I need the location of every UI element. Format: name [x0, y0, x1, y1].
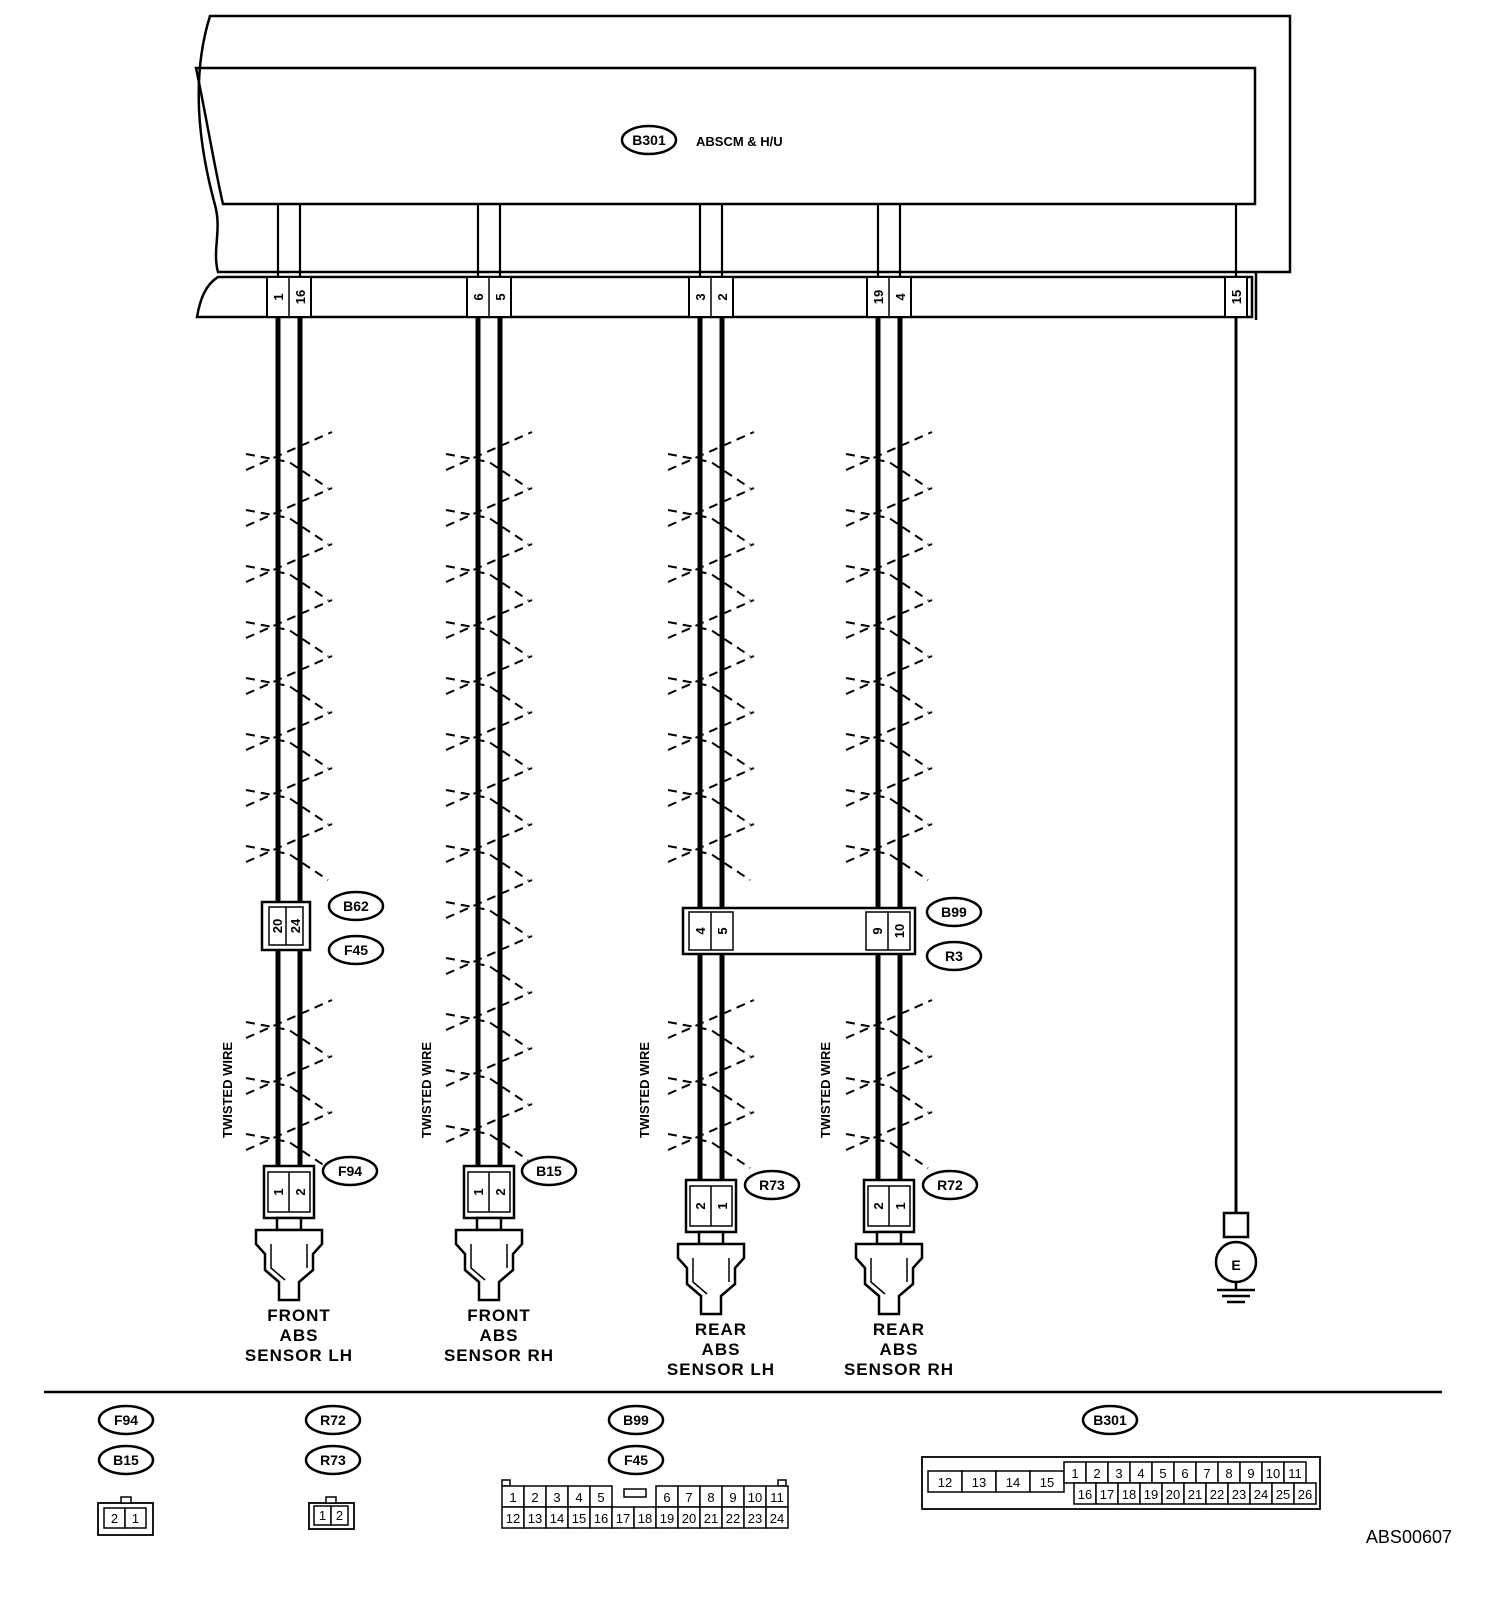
- legend-g1-pin: 1: [131, 1511, 140, 1526]
- twist-stroke: [668, 1078, 750, 1112]
- twist-stroke: [246, 824, 332, 862]
- legend-g4-r1-pin: 9: [1247, 1466, 1255, 1481]
- module-pin-15: 15: [1229, 289, 1244, 305]
- twist-stroke: [246, 1112, 332, 1150]
- b62-pin-1: 20: [270, 918, 285, 934]
- legend-g3-latch: [778, 1480, 786, 1486]
- twist-stroke: [846, 656, 932, 694]
- module-pin-5: 5: [493, 293, 508, 301]
- twist-stroke: [446, 656, 532, 694]
- twist-stroke: [446, 622, 528, 656]
- twist-stroke: [846, 566, 928, 600]
- twisted-wire-label-1: TWISTED WIRE: [220, 1041, 235, 1138]
- legend-g3-r2-pin: 16: [593, 1511, 609, 1526]
- twist-stroke: [246, 622, 328, 656]
- twist-stroke: [446, 510, 528, 544]
- legend-g4-r2-pin: 20: [1165, 1487, 1181, 1502]
- sensor-label-line: ABS: [479, 1326, 519, 1345]
- legend-b15: B15: [113, 1452, 139, 1468]
- twist-stroke: [846, 790, 928, 824]
- twist-front-rh: [446, 432, 532, 1160]
- legend-g4-r1-pin: 6: [1181, 1466, 1189, 1481]
- sensor-pin: 1: [471, 1188, 486, 1196]
- legend-g4-r2-pin: 16: [1077, 1487, 1093, 1502]
- module-pin-1: 1: [271, 293, 286, 301]
- legend-g4-r2-pin: 18: [1121, 1487, 1137, 1502]
- twisted-wire-label-4: TWISTED WIRE: [818, 1041, 833, 1138]
- twist-stroke: [246, 454, 328, 488]
- twist-stroke: [446, 880, 532, 918]
- b99-pin-5: 5: [715, 927, 730, 935]
- module-connector-id: B301: [632, 132, 666, 148]
- legend-g3-r2-pin: 13: [527, 1511, 543, 1526]
- twist-stroke: [668, 790, 750, 824]
- legend-f94: F94: [113, 1412, 139, 1428]
- legend-g3-r2-pin: 12: [505, 1511, 521, 1526]
- module-pin-2: 2: [715, 293, 730, 301]
- module-pin-3: 3: [693, 293, 708, 301]
- sensor-pin: 2: [493, 1188, 508, 1196]
- twist-stroke: [446, 1070, 528, 1104]
- twist-stroke: [846, 1078, 928, 1112]
- legend-g3-r2-pin: 21: [703, 1511, 719, 1526]
- twist-stroke: [846, 768, 932, 806]
- twist-stroke: [668, 734, 750, 768]
- b99-pin-10: 10: [892, 923, 907, 939]
- twist-stroke: [246, 1134, 328, 1168]
- sensor-label-line: REAR: [694, 1320, 748, 1339]
- twist-stroke: [846, 1112, 932, 1150]
- legend-g3-r1a-pin: 5: [597, 1490, 605, 1505]
- twist-stroke: [246, 1078, 328, 1112]
- twist-stroke: [446, 1126, 528, 1160]
- twist-stroke: [246, 1000, 332, 1038]
- legend-g4-left-pin: 12: [937, 1475, 953, 1490]
- legend-g4-r2-pin: 25: [1275, 1487, 1291, 1502]
- legend-g4-left-pin: 14: [1005, 1475, 1021, 1490]
- twist-stroke: [446, 600, 532, 638]
- sensor-stem: [277, 1218, 301, 1230]
- twist-stroke: [246, 432, 332, 470]
- module-pin-16: 16: [293, 289, 308, 305]
- joint-connector-b99-r3: [683, 898, 981, 970]
- legend-g1-pin: 2: [110, 1511, 119, 1526]
- twist-stroke: [846, 734, 928, 768]
- twist-stroke: [668, 1000, 754, 1038]
- sensor-stem: [477, 1218, 501, 1230]
- legend-r72: R72: [320, 1412, 346, 1428]
- module-pin-19: 19: [871, 289, 886, 305]
- twist-stroke: [446, 544, 532, 582]
- twist-stroke: [846, 1022, 928, 1056]
- legend-g4-r2-pin: 22: [1209, 1487, 1225, 1502]
- legend-g3-r1a-pin: 4: [575, 1490, 583, 1505]
- twist-stroke: [846, 1000, 932, 1038]
- legend-g4-r1-pin: 8: [1225, 1466, 1233, 1481]
- sensor-connector-id: R73: [759, 1177, 785, 1193]
- twist-rear-lh-upper: [668, 432, 754, 880]
- legend-g1-latch: [121, 1497, 131, 1503]
- twist-stroke: [846, 824, 932, 862]
- twist-stroke: [246, 510, 328, 544]
- legend-g4-r2-pin: 21: [1187, 1487, 1203, 1502]
- twist-stroke: [846, 488, 932, 526]
- twist-stroke: [668, 622, 750, 656]
- twist-stroke: [246, 544, 332, 582]
- legend-g3-r1a-pin: 1: [509, 1490, 517, 1505]
- sensor-stem: [877, 1232, 901, 1244]
- twisted-wire-labels: [220, 1042, 833, 1138]
- figure-id: ABS00607: [1365, 1527, 1452, 1547]
- ground-symbol: E: [1231, 1257, 1241, 1273]
- twist-stroke: [668, 1134, 750, 1168]
- legend-g4-r1-pin: 3: [1115, 1466, 1123, 1481]
- legend-g4-r2-pin: 26: [1297, 1487, 1313, 1502]
- legend-g3-r1b-pin: 8: [707, 1490, 715, 1505]
- twist-stroke: [246, 678, 328, 712]
- legend-g3-r2-pin: 20: [681, 1511, 697, 1526]
- sensor-label-line: FRONT: [267, 1306, 331, 1325]
- sensor-r72: [844, 1171, 977, 1379]
- twist-front-lh-upper: [246, 432, 332, 880]
- twist-stroke: [846, 846, 928, 880]
- twist-stroke: [246, 600, 332, 638]
- twist-stroke: [668, 488, 754, 526]
- module-pin-4: 4: [893, 293, 908, 301]
- legend-g4-r1-pin: 4: [1137, 1466, 1145, 1481]
- sensor-pin: 2: [293, 1188, 308, 1196]
- twisted-wire-label-2: TWISTED WIRE: [419, 1041, 434, 1138]
- sensor-label-line: SENSOR RH: [843, 1360, 955, 1379]
- module-title: ABSCM & H/U: [696, 134, 783, 149]
- sensor-label-line: REAR: [872, 1320, 926, 1339]
- twist-stroke: [668, 678, 750, 712]
- sensor-label-line: SENSOR RH: [443, 1346, 555, 1365]
- twist-stroke: [846, 1056, 932, 1094]
- wire-harness: [246, 204, 1236, 1213]
- twist-stroke: [446, 824, 532, 862]
- twist-stroke: [246, 712, 332, 750]
- twist-stroke: [846, 454, 928, 488]
- twist-stroke: [246, 488, 332, 526]
- twist-rear-lh-lower: [668, 1000, 754, 1168]
- twist-stroke: [446, 734, 528, 768]
- twist-stroke: [668, 1056, 754, 1094]
- legend-b99: B99: [623, 1412, 649, 1428]
- twist-front-lh-lower: [246, 1000, 332, 1168]
- legend-g3-r2-pin: 17: [615, 1511, 631, 1526]
- legend-g4-r2-pin: 24: [1253, 1487, 1269, 1502]
- twist-stroke: [246, 846, 328, 880]
- twist-stroke: [246, 566, 328, 600]
- twist-stroke: [846, 544, 932, 582]
- legend-g3-latch: [502, 1480, 510, 1486]
- legend-g3-r2-pin: 23: [747, 1511, 763, 1526]
- f45-connector-id: F45: [343, 942, 369, 958]
- twist-stroke: [668, 712, 754, 750]
- twist-stroke: [446, 902, 528, 936]
- twist-stroke: [246, 1022, 328, 1056]
- sensor-b15: [444, 1157, 576, 1365]
- sensor-body: [456, 1230, 522, 1300]
- legend-g4-r1-pin: 7: [1203, 1466, 1211, 1481]
- legend-g3-r1b-pin: 9: [729, 1490, 737, 1505]
- abs-sensors: [245, 1157, 977, 1379]
- legend-g3-key: [624, 1489, 646, 1497]
- b62-pin-2: 24: [288, 918, 303, 934]
- sensor-label-line: FRONT: [467, 1306, 531, 1325]
- twist-stroke: [446, 488, 532, 526]
- twist-stroke: [446, 768, 532, 806]
- b99-pin-4: 4: [693, 927, 708, 935]
- twist-stroke: [446, 432, 532, 470]
- b99-pin-9: 9: [870, 927, 885, 935]
- twist-stroke: [446, 790, 528, 824]
- legend-g3-r1b-pin: 11: [770, 1490, 784, 1505]
- twist-stroke: [446, 566, 528, 600]
- abs-module: [196, 16, 1290, 272]
- sensor-label-line: SENSOR LH: [244, 1346, 354, 1365]
- sensor-stem: [699, 1232, 723, 1244]
- twist-stroke: [846, 510, 928, 544]
- twist-stroke: [446, 712, 532, 750]
- legend-g4-r1-pin: 5: [1159, 1466, 1167, 1481]
- legend-g3-r1b-pin: 7: [685, 1490, 693, 1505]
- legend-g2-latch: [326, 1497, 336, 1503]
- sensor-connector-id: R72: [937, 1177, 963, 1193]
- legend-g4-r1-pin: 2: [1093, 1466, 1101, 1481]
- twist-stroke: [246, 656, 332, 694]
- twist-stroke: [246, 1056, 332, 1094]
- twist-stroke: [846, 622, 928, 656]
- twist-stroke: [846, 432, 932, 470]
- legend-b301: B301: [1093, 1412, 1127, 1428]
- twist-stroke: [668, 544, 754, 582]
- sensor-label-line: ABS: [879, 1340, 919, 1359]
- twist-stroke: [668, 824, 754, 862]
- sensor-connector-id: B15: [536, 1163, 562, 1179]
- legend-g4-r2-pin: 23: [1231, 1487, 1247, 1502]
- sensor-pin: 1: [715, 1202, 730, 1210]
- sensor-label-line: ABS: [279, 1326, 319, 1345]
- sensor-pin: 1: [893, 1202, 908, 1210]
- twist-stroke: [846, 678, 928, 712]
- legend-g3-r2-pin: 19: [659, 1511, 675, 1526]
- twist-stroke: [668, 1022, 750, 1056]
- twisted-wire-label-3: TWISTED WIRE: [637, 1041, 652, 1138]
- twist-stroke: [668, 510, 750, 544]
- legend-g3-r2-pin: 22: [725, 1511, 741, 1526]
- legend-g3-r2-pin: 18: [637, 1511, 653, 1526]
- legend-g4-left-pin: 13: [971, 1475, 987, 1490]
- twist-stroke: [246, 734, 328, 768]
- legend-g4-left-pin: 15: [1039, 1475, 1055, 1490]
- twist-stroke: [446, 846, 528, 880]
- connector-legend: [98, 1406, 1320, 1535]
- twist-stroke: [246, 768, 332, 806]
- twist-stroke: [846, 600, 932, 638]
- legend-g4-r2-pin: 17: [1099, 1487, 1115, 1502]
- twist-stroke: [446, 1014, 528, 1048]
- twist-stroke: [668, 1112, 754, 1150]
- sensor-label-line: ABS: [701, 1340, 741, 1359]
- sensor-body: [678, 1244, 744, 1314]
- sensor-body: [856, 1244, 922, 1314]
- sensor-r73: [667, 1171, 799, 1379]
- legend-g3-r2-pin: 24: [769, 1511, 785, 1526]
- sensor-connector-id: F94: [337, 1163, 363, 1179]
- twist-rear-rh-lower: [846, 1000, 932, 1168]
- twist-stroke: [446, 992, 532, 1030]
- r3-connector-id: R3: [945, 948, 963, 964]
- twist-stroke: [446, 454, 528, 488]
- twist-stroke: [668, 454, 750, 488]
- sensor-label-line: SENSOR LH: [666, 1360, 776, 1379]
- legend-g4-r1-pin: 11: [1288, 1466, 1302, 1481]
- legend-g3-r1a-pin: 2: [531, 1490, 539, 1505]
- legend-g3-r1b-pin: 10: [747, 1490, 763, 1505]
- legend-g4-r1-pin: 1: [1071, 1466, 1079, 1481]
- twist-stroke: [668, 768, 754, 806]
- legend-g2-pin: 2: [335, 1508, 344, 1523]
- twist-stroke: [446, 678, 528, 712]
- sensor-pin: 2: [871, 1202, 886, 1210]
- twist-stroke: [846, 1134, 928, 1168]
- sensor-body: [256, 1230, 322, 1300]
- twist-stroke: [446, 1048, 532, 1086]
- twist-stroke: [668, 432, 754, 470]
- sensor-pin: 1: [271, 1188, 286, 1196]
- twist-stroke: [446, 1104, 532, 1142]
- twist-stroke: [446, 936, 532, 974]
- sensor-pin: 2: [693, 1202, 708, 1210]
- legend-g3-r1b-pin: 6: [663, 1490, 671, 1505]
- twist-stroke: [246, 790, 328, 824]
- ground-point: [1216, 1213, 1256, 1302]
- legend-r73: R73: [320, 1452, 346, 1468]
- twist-stroke: [668, 846, 750, 880]
- twist-stroke: [668, 566, 750, 600]
- legend-g4-r1-pin: 10: [1265, 1466, 1281, 1481]
- b99-connector-id: B99: [941, 904, 967, 920]
- b62-connector-id: B62: [343, 898, 369, 914]
- twist-stroke: [446, 958, 528, 992]
- legend-g3-r2-pin: 15: [571, 1511, 587, 1526]
- twist-rear-rh-upper: [846, 432, 932, 880]
- legend-g3-r2-pin: 14: [549, 1511, 565, 1526]
- module-pin-6: 6: [471, 293, 486, 301]
- legend-g2-pin: 1: [318, 1508, 327, 1523]
- legend-f45: F45: [623, 1452, 649, 1468]
- sensor-f94: [245, 1157, 377, 1365]
- twist-stroke: [846, 712, 932, 750]
- legend-g4-r2-pin: 19: [1143, 1487, 1159, 1502]
- twist-stroke: [668, 600, 754, 638]
- legend-g3-r1a-pin: 3: [553, 1490, 561, 1505]
- twist-stroke: [668, 656, 754, 694]
